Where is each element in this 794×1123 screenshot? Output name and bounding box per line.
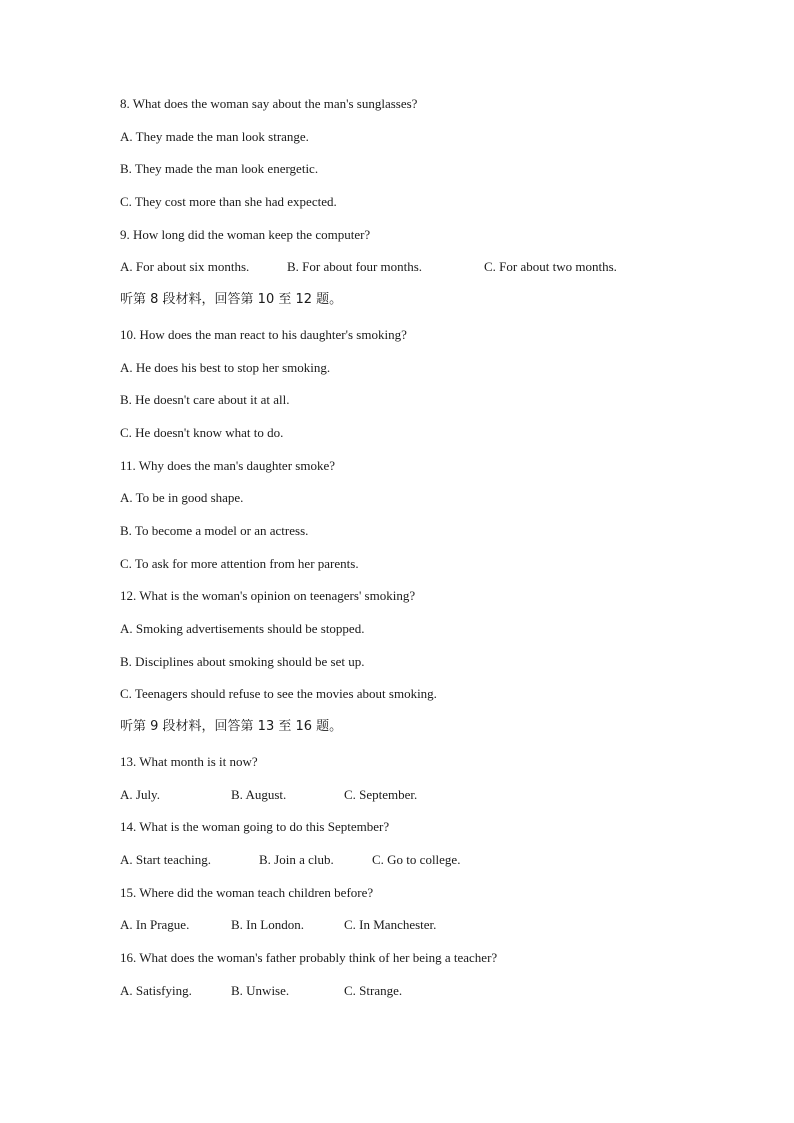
question-12-text: 12. What is the woman's opinion on teenagers' smoking? [120,588,416,603]
question-12-option-c: C. Teenagers should refuse to see the movies about smoking. [120,686,437,701]
question-14-option-c: C. Go to college. [372,852,461,867]
question-11-text: 11. Why does the man's daughter smoke? [120,458,335,473]
question-16-text: 16. What does the woman's father probably think of her being a teacher? [120,950,498,965]
question-15-option-c: C. In Manchester. [344,917,437,932]
section-instruction-9: 听第 9 段材料，回答第 13 至 16 题。 [120,719,343,734]
question-15-options-row [0,917,794,933]
question-13-text: 13. What month is it now? [120,754,258,769]
question-9-option-a: A. For about six months. [120,259,250,274]
question-10-option-b: B. He doesn't care about it at all. [120,392,290,407]
question-12-option-a: A. Smoking advertisements should be stopped. [120,621,365,636]
question-14-option-a: A. Start teaching. [120,852,211,867]
question-16-option-a: A. Satisfying. [120,983,192,998]
question-13-option-a: A. July. [120,787,160,802]
question-9-option-b: B. For about four months. [287,259,423,274]
question-11-option-c: C. To ask for more attention from her parents. [120,556,359,571]
question-16-options-row [0,983,794,999]
question-8-option-b: B. They made the man look energetic. [120,161,319,176]
question-8-option-c: C. They cost more than she had expected. [120,194,337,209]
question-9-option-c: C. For about two months. [484,259,617,274]
question-10-option-a: A. He does his best to stop her smoking. [120,360,331,375]
question-12-option-b: B. Disciplines about smoking should be set up. [120,654,365,669]
question-15-option-b: B. In London. [231,917,304,932]
question-14-option-b: B. Join a club. [259,852,334,867]
question-16-option-c: C. Strange. [344,983,403,998]
question-10-text: 10. How does the man react to his daughter's smoking? [120,327,407,342]
question-16-option-b: B. Unwise. [231,983,290,998]
question-8-text: 8. What does the woman say about the man's sunglasses? [120,96,418,111]
question-10-option-c: C. He doesn't know what to do. [120,425,284,440]
question-13-option-c: C. September. [344,787,418,802]
question-14-options-row [0,852,794,868]
question-11-option-a: A. To be in good shape. [120,490,244,505]
question-8-option-a: A. They made the man look strange. [120,129,309,144]
question-13-options-row [0,787,794,803]
question-9-text: 9. How long did the woman keep the computer? [120,227,371,242]
question-15-option-a: A. In Prague. [120,917,190,932]
question-15-text: 15. Where did the woman teach children before? [120,885,374,900]
question-9-options-row [0,259,794,275]
question-11-option-b: B. To become a model or an actress. [120,523,309,538]
question-14-text: 14. What is the woman going to do this September? [120,819,390,834]
question-13-option-b: B. August. [231,787,287,802]
section-instruction-8: 听第 8 段材料，回答第 10 至 12 题。 [120,292,343,307]
